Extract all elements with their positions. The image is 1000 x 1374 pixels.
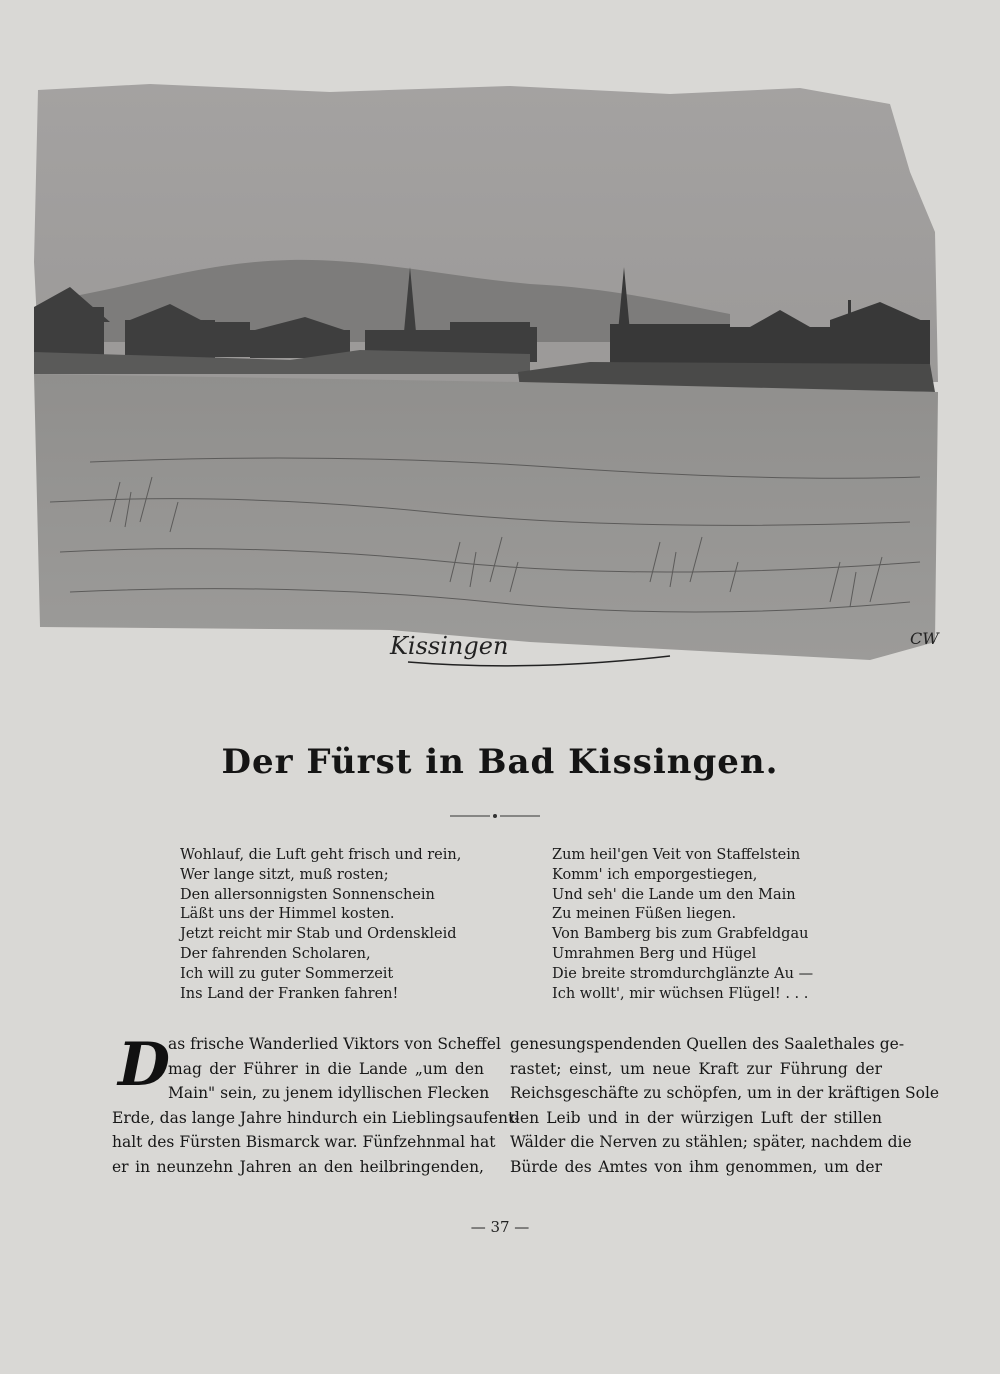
article-title: Der Fürst in Bad Kissingen. [221,742,779,782]
poem-line: Und seh' die Lande um den Main [552,886,796,903]
prose-line: Reichsgeschäfte zu schöpfen, um in der kräftigen Sole [510,1084,940,1103]
poem-line: Zu meinen Füßen liegen. [552,906,737,923]
poem-line: Ich will zu guter Sommerzeit [180,965,394,982]
landscape-engraving [30,82,945,664]
drop-cap [112,1030,171,1100]
prose-line: Main" sein, zu jenem idyllischen Flecken [168,1084,490,1103]
poem-line: Von Bamberg bis zum Grabfeldgau [552,926,809,943]
poem-line: Der fahrenden Scholaren, [180,945,371,962]
poem-line: Wer lange sitzt, muß rosten; [180,866,389,883]
poem-line: Wohlauf, die Luft geht frisch und rein, [180,847,462,863]
poem-stanza-left [180,846,480,1004]
prose-line: as frische Wanderlied Viktors von Scheffel [168,1035,501,1053]
page-number: — 37 — [470,1218,530,1236]
poem-stanza-right [552,846,852,1004]
poem-line: Läßt uns der Himmel kosten. [180,906,395,923]
prose-line: den Leib und in der würzigen Luft der stillen [510,1108,882,1127]
prose-line: genesungspendenden Quellen des Saalethales ge- [510,1035,905,1053]
prose-line: Wälder die Nerven zu stählen; später, nachdem die [510,1133,912,1152]
prose-line: rastet; einst, um neue Kraft zur Führung der [510,1059,882,1078]
poem-line: Komm' ich emporgestiegen, [552,866,758,883]
prose-line: Erde, das lange Jahre hindurch ein Lieblingsaufent- [112,1108,520,1127]
title-ornament [450,812,540,820]
drop-cap-letter: D [118,1030,171,1100]
poem-line: Den allersonnigsten Sonnenschein [180,886,435,903]
prose-column-right [510,1032,940,1180]
signature-kissingen: Kissingen [390,632,509,660]
poem-line: Umrahmen Berg und Hügel [552,945,757,962]
prose-column-left [112,1030,520,1180]
prose-line: mag der Führer in die Lande „um den [168,1059,484,1078]
poem-line: Die breite stromdurchglänzte Au — [552,965,814,982]
kissingen-illustration [30,82,945,664]
prose-line: halt des Fürsten Bismarck war. Fünfzehnmal hat [112,1133,496,1152]
poem-line: Jetzt reicht mir Stab und Ordenskleid [180,926,457,943]
poem-line: Zum heil'gen Veit von Staffelstein [552,847,801,863]
poem-line: Ich wollt', mir wüchsen Flügel! . . . [552,985,809,1002]
prose-line: Bürde des Amtes von ihm genommen, um der [510,1157,882,1176]
artist-mark: CW [910,629,939,648]
prose-line: er in neunzehn Jahren an den heilbringenden, [112,1157,484,1176]
poem-line: Ins Land der Franken fahren! [180,985,399,1002]
